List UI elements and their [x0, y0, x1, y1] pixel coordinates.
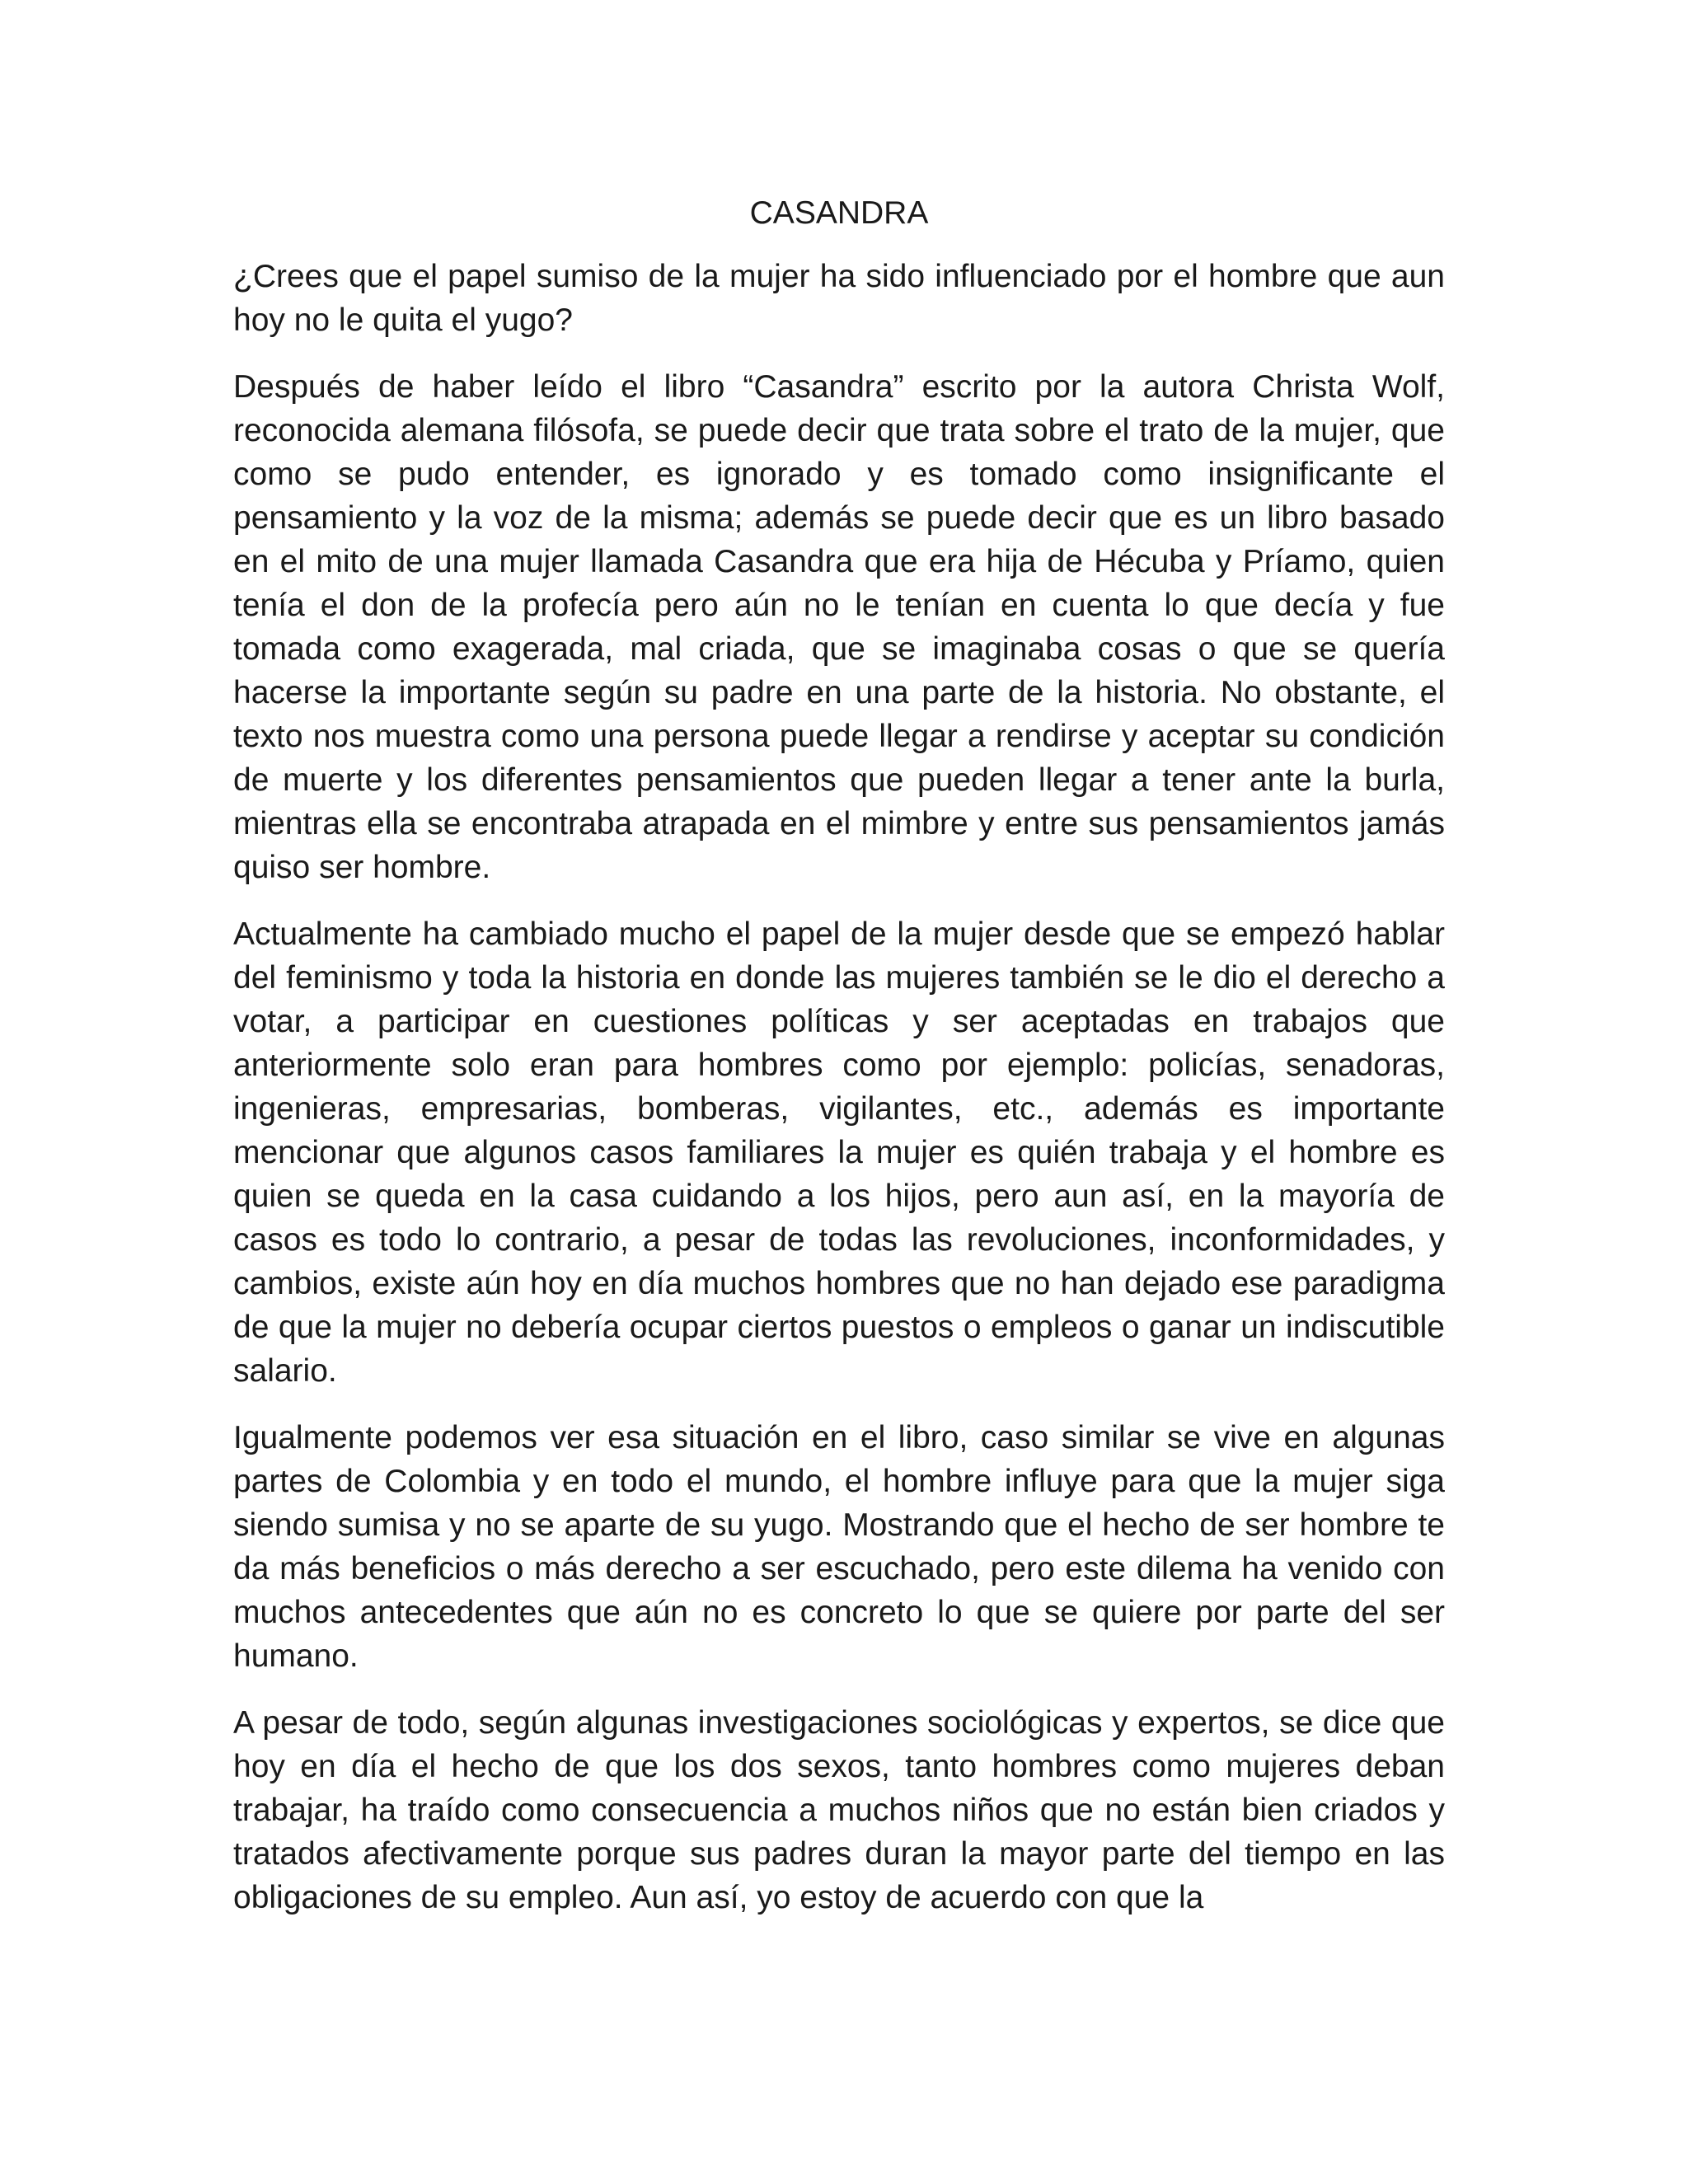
paragraph-2: Actualmente ha cambiado mucho el papel de la mujer desde que se empezó hablar del feminismo y toda la historia en donde las mujeres también se le dio el derecho a votar, a participar en cuestiones políticas y ser aceptadas en trabajos que anteriormente solo eran para hombres como por ejemplo: policías, senadoras, ingenieras, empresarias, bomberas, vigilantes, etc., además es importante mencionar que algunos casos familiares la mujer es quién trabaja y el hombre es quien se queda en la casa cuidando a los hijos, pero aun así, en la mayoría de casos es todo lo contrario, a pesar de todas las revoluciones, inconformidades, y cambios, existe aún hoy en día muchos hombres que no han dejado ese paradigma de que la mujer no debería ocupar ciertos puestos o empleos o ganar un indiscutible salario. — [233, 916, 1445, 1389]
paragraph-3: Igualmente podemos ver esa situación en el libro, caso similar se vive en algunas partes de Colombia y en todo el mundo, el hombre influye para que la mujer siga siendo sumisa y no se aparte de su yugo. Mostrando que el hecho de ser hombre te da más beneficios o más derecho a ser escuchado, pero este dilema ha venido con muchos antecedentes que aún no es concreto lo que se quiere por parte del ser humano. — [233, 1420, 1445, 1674]
paragraph-1: Después de haber leído el libro “Casandra” escrito por la autora Christa Wolf, reconocida alemana filósofa, se puede decir que trata sobre el trato de la mujer, que como se pudo entender, es ignorado y es tomado como insignificante el pensamiento y la voz de la misma; además se puede decir que es un libro basado en el mito de una mujer llamada Casandra que era hija de Hécuba y Príamo, quien tenía el don de la profecía pero aún no le tenían en cuenta lo que decía y fue tomada como exagerada, mal criada, que se imaginaba cosas o que se quería hacerse la importante según su padre en una parte de la historia. No obstante, el texto nos muestra como una persona puede llegar a rendirse y aceptar su condición de muerte y los diferentes pensamientos que pueden llegar a tener ante la burla, mientras ella se encontraba atrapada en el mimbre y entre sus pensamientos jamás quiso ser hombre. — [233, 369, 1445, 885]
document-body — [233, 191, 1445, 1943]
document-title: CASANDRA — [749, 195, 929, 231]
paragraph-question: ¿Crees que el papel sumiso de la mujer ha sido influenciado por el hombre que aun hoy no le quita el yugo? — [233, 259, 1445, 338]
paragraph-4: A pesar de todo, según algunas investigaciones sociológicas y expertos, se dice que hoy en día el hecho de que los dos sexos, tanto hombres como mujeres deban trabajar, ha traído como consecuencia a muchos niños que no están bien criados y tratados afectivamente porque sus padres duran la mayor parte del tiempo en las obligaciones de su empleo. Aun así, yo estoy de acuerdo con que la — [233, 1705, 1445, 1915]
